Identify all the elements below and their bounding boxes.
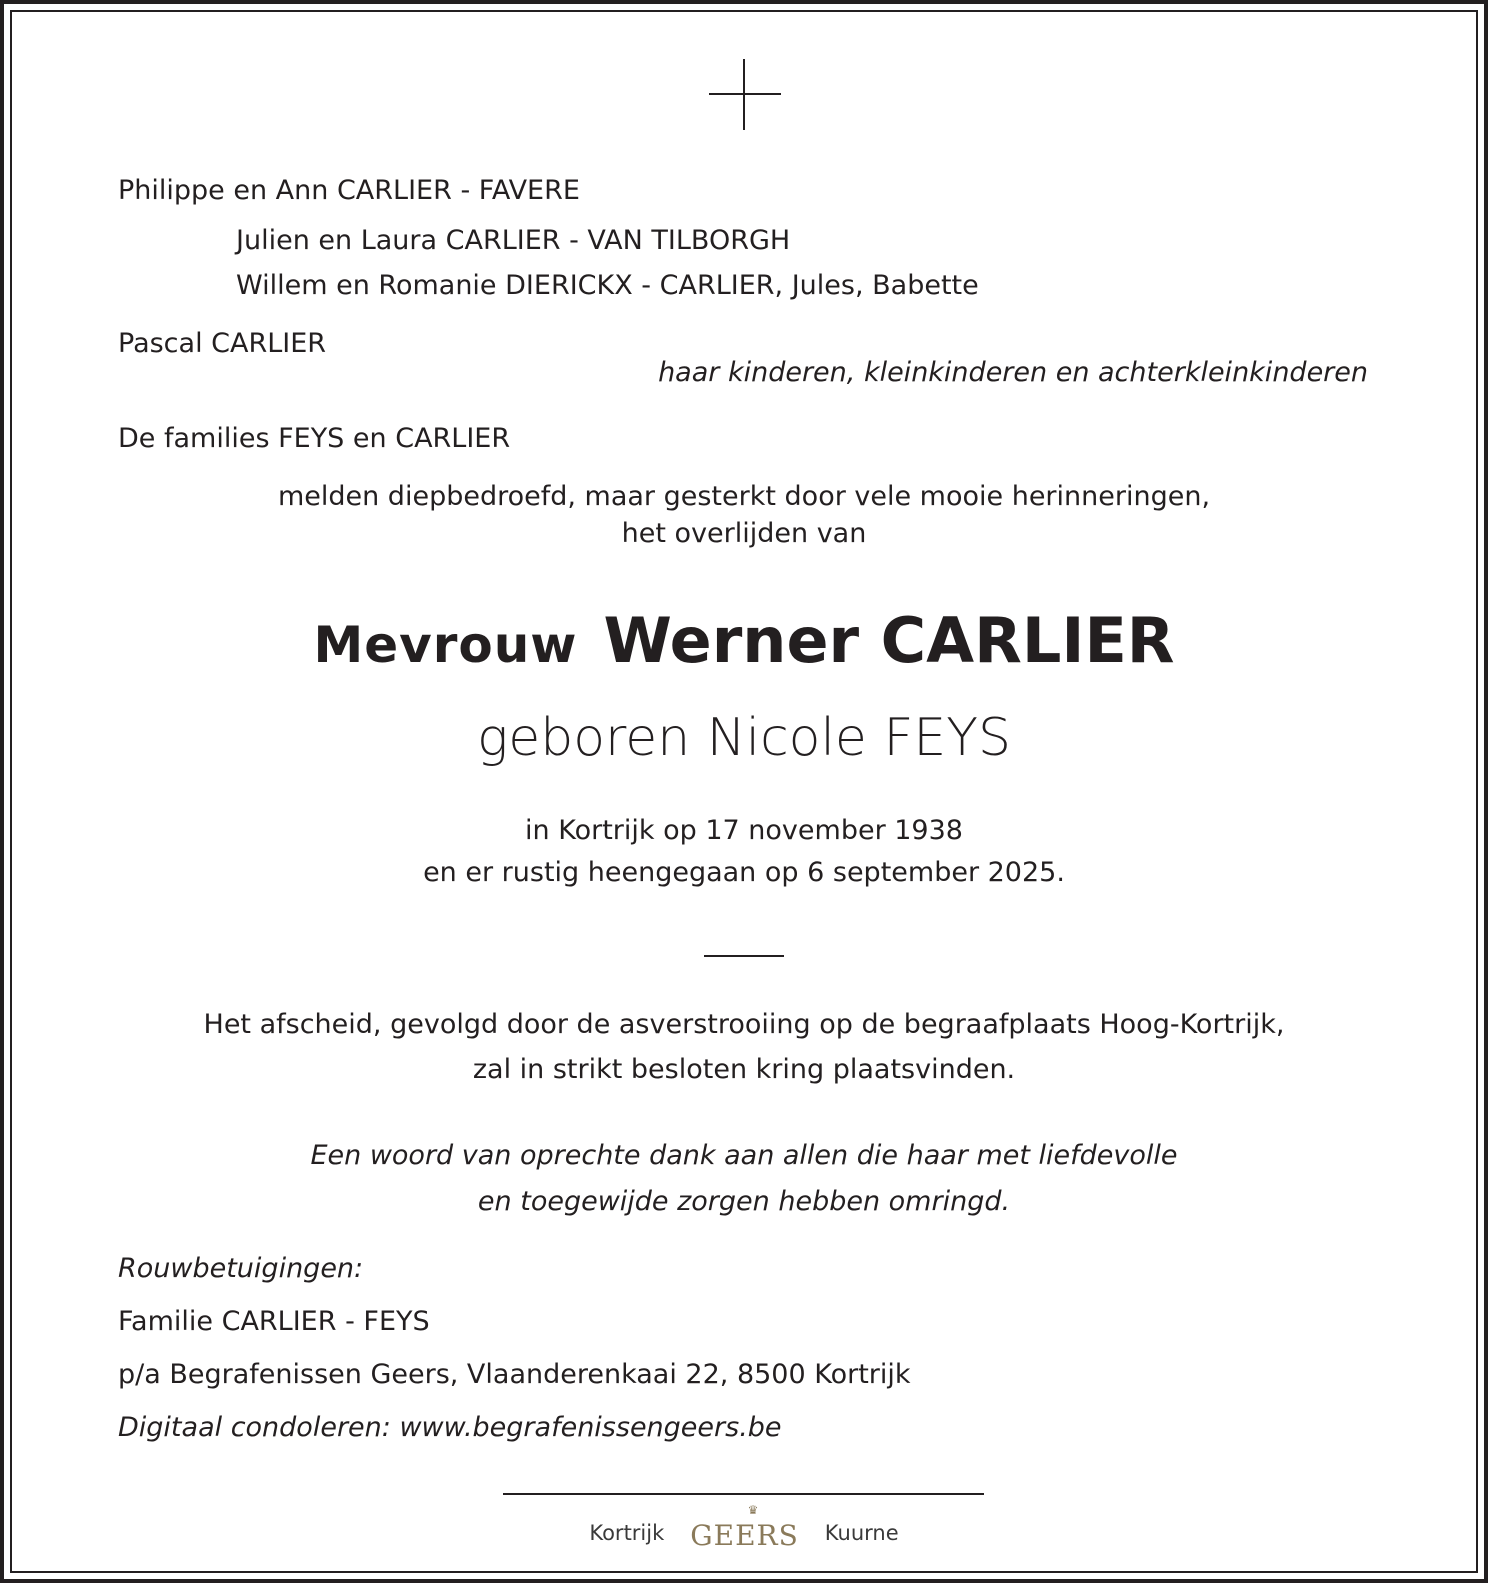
funeral-home-footer: [0, 1502, 1488, 1553]
family-relation: haar kinderen, kleinkinderen en achterkleinkinderen: [658, 357, 1368, 388]
ceremony-line-2: zal in strikt besloten kring plaatsvinden.: [472, 1054, 1016, 1085]
footer-city-right: Kuurne: [824, 1521, 899, 1545]
crown-icon: ♛: [747, 1502, 760, 1517]
footer-city-left: Kortrijk: [589, 1521, 665, 1545]
divider-long: [503, 1493, 984, 1495]
ceremony-line-1: Het afscheid, gevolgd door de asverstrooiing op de begraafplaats Hoog-Kortrijk,: [203, 1009, 1285, 1040]
death-line: en er rustig heengegaan op 6 september 2025.: [423, 857, 1065, 888]
families-line: De families FEYS en CARLIER: [118, 423, 511, 454]
family-line-1: Philippe en Ann CARLIER - FAVERE: [118, 175, 580, 206]
thanks-line-2: en toegewijde zorgen hebben omringd.: [477, 1186, 1011, 1217]
geers-logo: [690, 1502, 799, 1552]
announcement-line-1: melden diepbedroefd, maar gesterkt door vele mooie herinneringen,: [277, 481, 1211, 512]
condolences-recipient: Familie CARLIER - FEYS: [118, 1306, 430, 1337]
condolences-online: Digitaal condoleren: www.begrafenissengeers.be: [118, 1412, 782, 1443]
family-line-2: Julien en Laura CARLIER - VAN TILBORGH: [236, 225, 791, 256]
condolences-heading: Rouwbetuigingen:: [118, 1253, 364, 1284]
family-line-4: Pascal CARLIER: [118, 328, 327, 359]
deceased-name-line: [0, 604, 1488, 677]
family-line-3: Willem en Romanie DIERICKX - CARLIER, Jules, Babette: [236, 270, 979, 301]
deceased-name: Werner CARLIER: [603, 604, 1175, 677]
divider-short: [704, 955, 784, 957]
birth-line: in Kortrijk op 17 november 1938: [525, 815, 963, 846]
deceased-title: Mevrouw: [313, 616, 578, 674]
logo-text: GEERS: [690, 1518, 799, 1552]
thanks-line-1: Een woord van oprechte dank aan allen die haar met liefdevolle: [310, 1140, 1178, 1171]
announcement-line-2: het overlijden van: [621, 518, 867, 549]
condolences-address: p/a Begrafenissen Geers, Vlaanderenkaai 22, 8500 Kortrijk: [118, 1359, 911, 1390]
cross-horizontal: [709, 93, 781, 95]
deceased-birth-name: geboren Nicole FEYS: [477, 708, 1011, 768]
